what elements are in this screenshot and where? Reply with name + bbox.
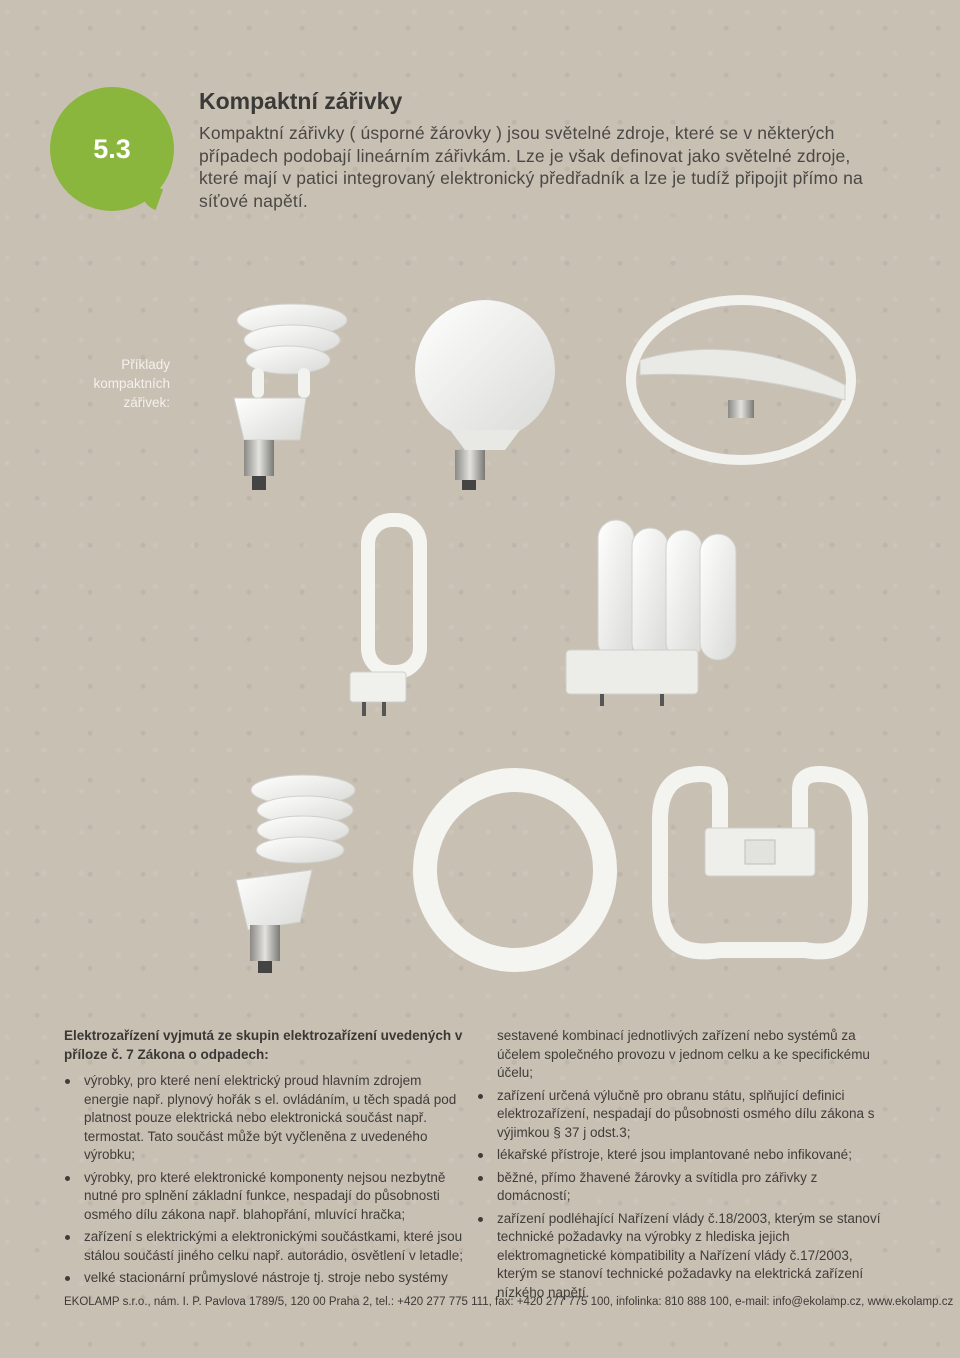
spiral-lamp-large-icon [236, 775, 355, 973]
page-title: Kompaktní zářivky [199, 88, 403, 114]
exemptions-list-continued [497, 1087, 887, 1303]
exemptions-heading: Elektrozařízení vyjmutá ze skupin elektrozařízení uvedených v příloze č. 7 Zákona o odpadech: [64, 1028, 463, 1062]
circular-tube-lamp-icon [425, 780, 605, 960]
list-item: zařízení s elektrickými a elektronickými součástkami, které jsou stálou součástí jiného celku např. autorádio, osvětlení v letadle; [64, 1228, 464, 1265]
list-item: běžné, přímo žhavené žárovky a svítidla pro zářivky z domácností; [497, 1169, 887, 1206]
right-column [497, 1027, 887, 1306]
intro-paragraph: Kompaktní zářivky ( úsporné žárovky ) jsou světelné zdroje, které se v některých případech podobají lineárním zářivkám. Lze je však definovat jako světelné zdroje, které mají v patici integrovaný elektronický předřadník a lze je tudíž připojit přímo na síťové napětí. [199, 123, 863, 211]
footer-contact: EKOLAMP s.r.o., nám. I. P. Pavlova 1789/5, 120 00 Praha 2, tel.: +420 277 775 111, fax: +420 277 775 100, infolinka: 810 888 100, e-mail: info@ekolamp.cz, www.ekolamp.cz [64, 1296, 954, 1308]
continuation-text: sestavené kombinací jednotlivých zařízení nebo systémů za účelem společného provozu v jednom celku a ke specifickému účelu; [497, 1028, 870, 1080]
globe-lamp-icon [415, 300, 555, 490]
list-item: výrobky, pro které není elektrický proud hlavním zdrojem energie např. plynový hořák s el. ovládáním, u těch spadá pod platnost pouze elektrická nebo elektronická součást např. termostat. Tato součást může být vyčleněna z uvedeného výrobku; [64, 1072, 464, 1165]
twin-tube-lamp-icon [350, 520, 420, 716]
list-item: lékařské přístroje, které jsou implantované nebo infikované; [497, 1146, 887, 1165]
list-item: výrobky, pro které elektronické komponenty nejsou nezbytně nutné pro splnění základní funkce, nespadají do působnosti osmého dílu zákona např. blahopřání, mluvící hračka; [64, 1169, 464, 1225]
list-item: zařízení určená výlučně pro obranu státu, splňující definici elektrozařízení, nespadají do působnosti osmého dílu zákona s výjimkou § 37 j odst.3; [497, 1087, 887, 1143]
photo-caption: Příklady kompaktních zářivek: [93, 357, 170, 410]
section-number: 5.3 [93, 133, 131, 164]
spiral-lamp-icon [234, 304, 347, 490]
2d-lamp-icon [660, 774, 860, 951]
list-item: velké stacionární průmyslové nástroje tj. stroje nebo systémy [64, 1269, 464, 1288]
left-column [64, 1027, 464, 1292]
list-item: zařízení podléhající Nařízení vlády č.18/2003, kterým se stanoví technické požadavky na výrobky z hlediska jejich elektromagnetické kompatibility a Nařízení vlády č.17/2003, kterým se stanoví technické požadavky na elektrická zařízení nízkého napětí. [497, 1210, 887, 1303]
ring-lamp-icon [631, 300, 851, 460]
quad-tube-lamp-icon [566, 520, 736, 706]
exemptions-list [64, 1072, 464, 1288]
